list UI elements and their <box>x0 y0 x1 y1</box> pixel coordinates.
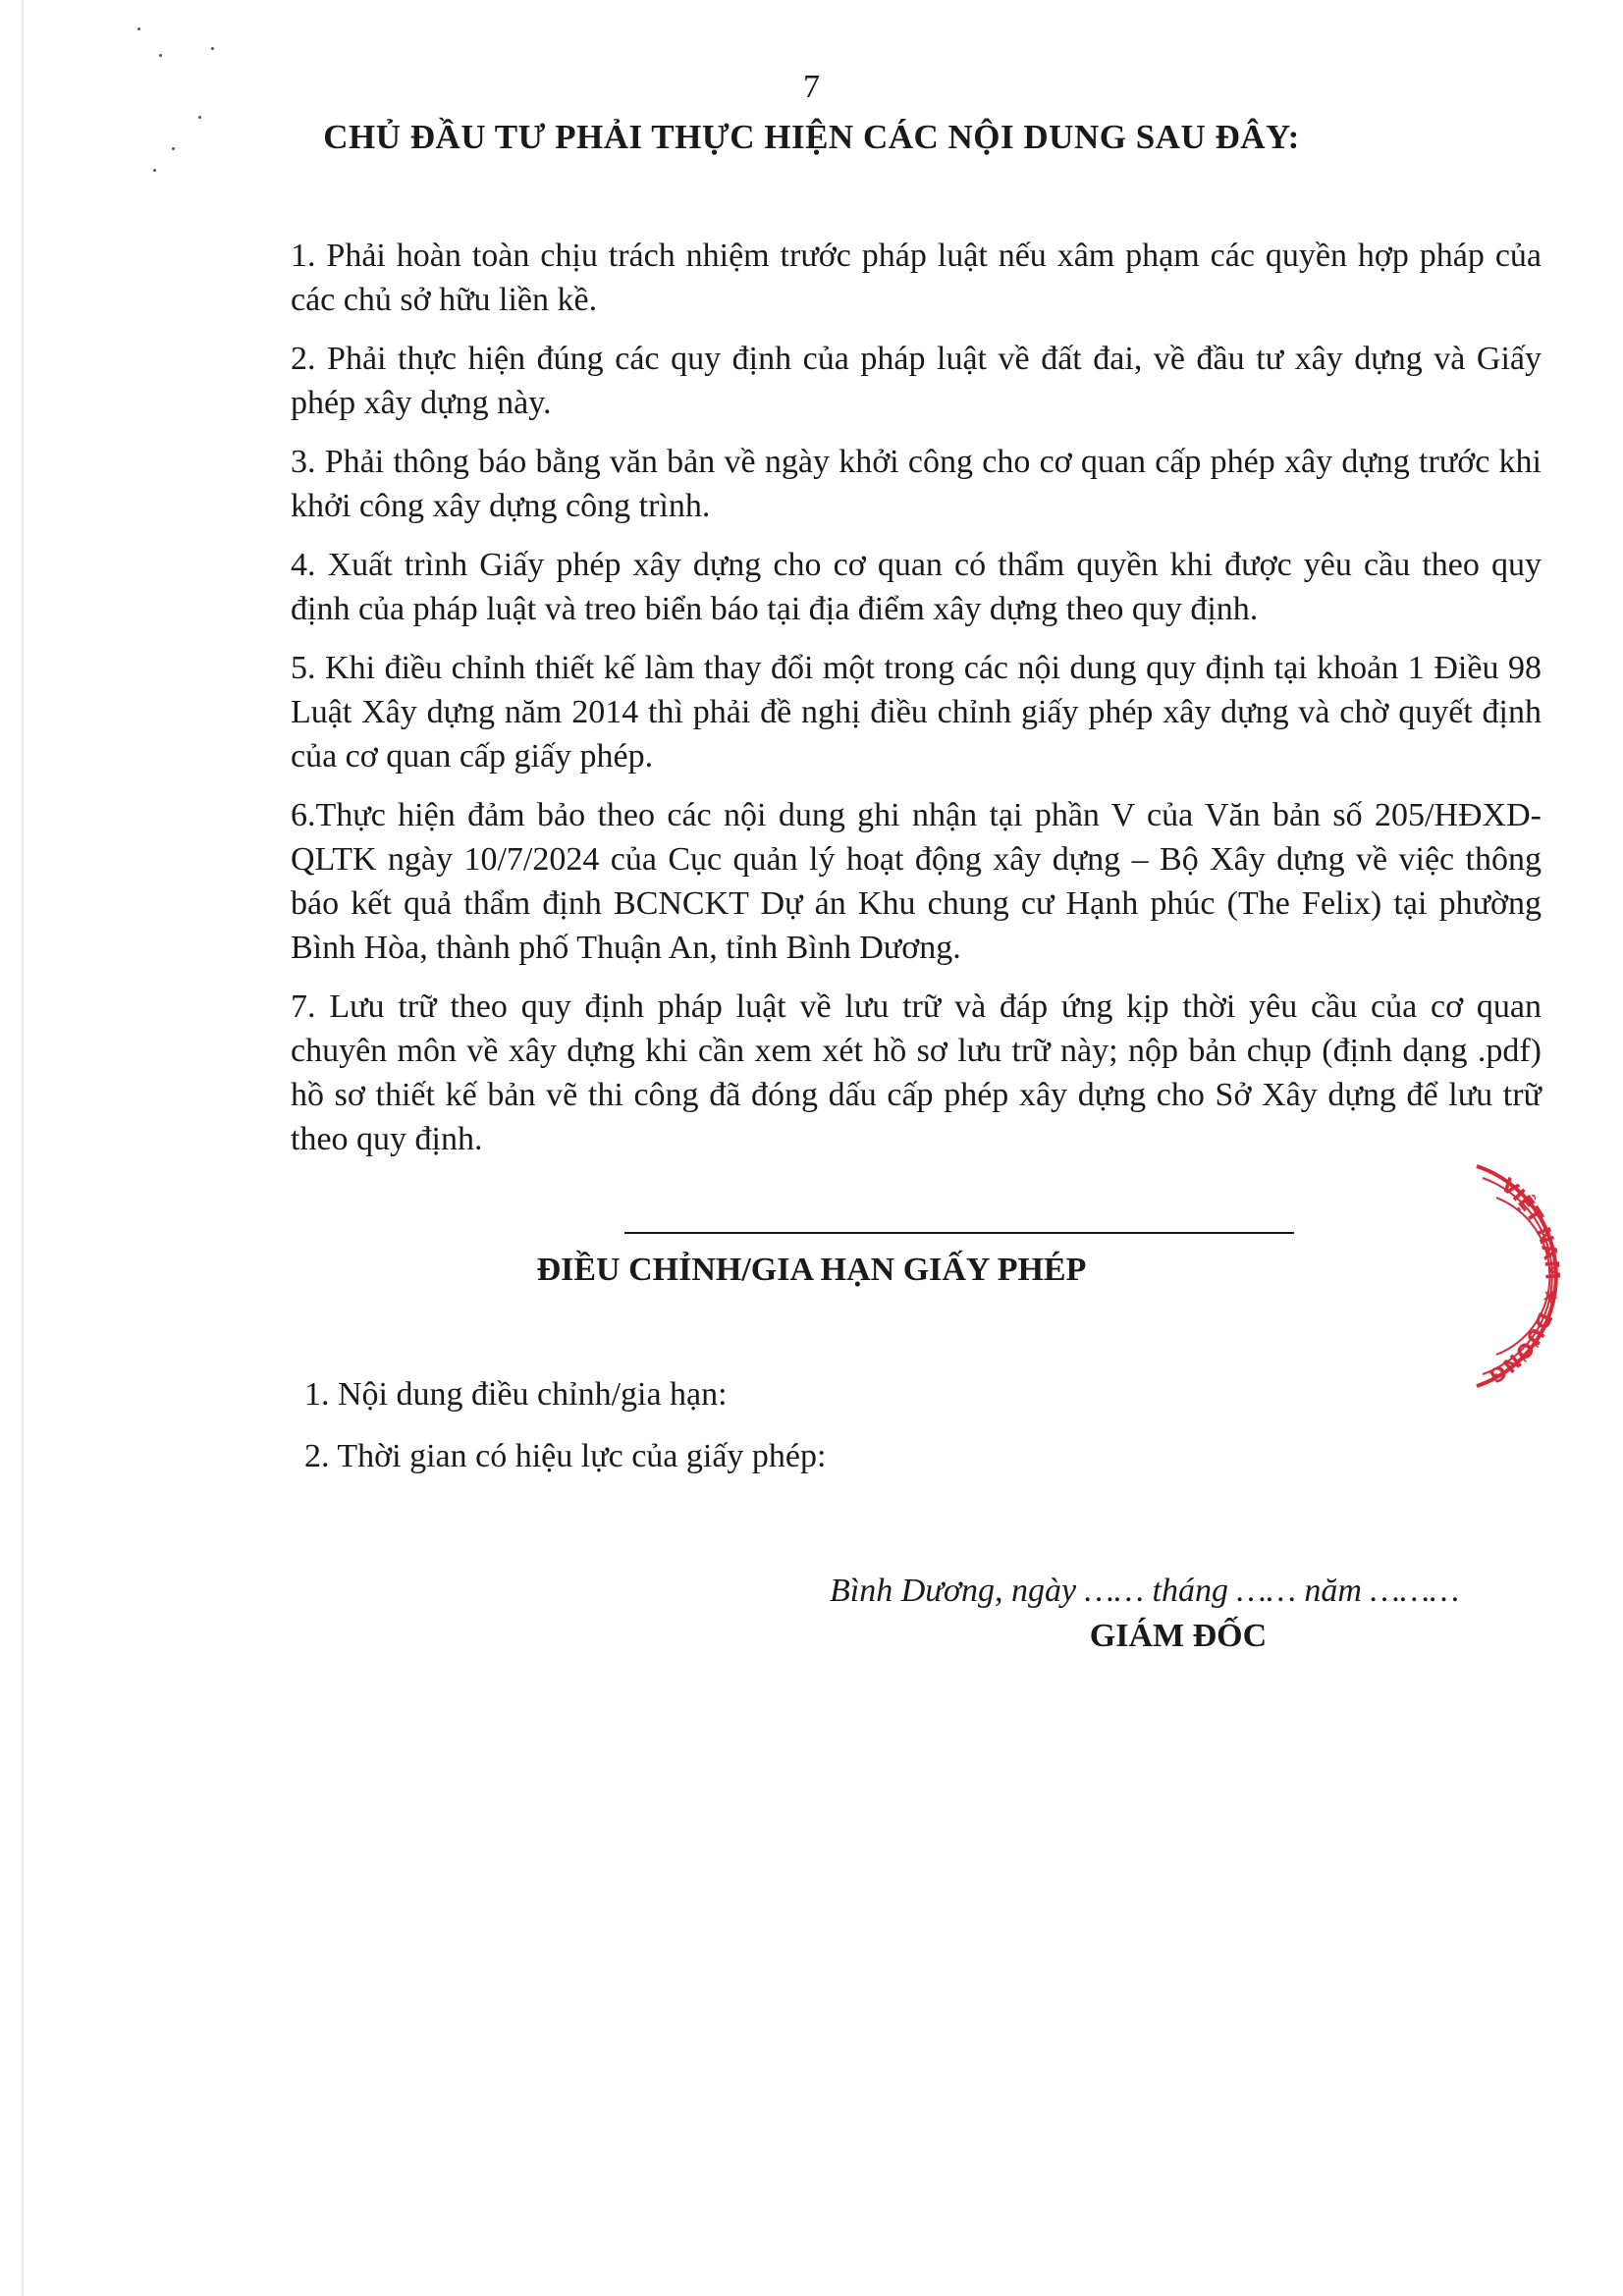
obligation-item: 6.Thực hiện đảm bảo theo các nội dung ghi nhận tại phần V của Văn bản số 205/HĐXD-QLTK ngày 10/7/2024 của Cục quản lý hoạt động xây dựng – Bộ Xây dựng về việc thông báo kết quả thẩm định BCNCKT Dự án Khu chung cư Hạnh phúc (The Felix) tại phường Bình Hòa, thành phố Thuận An, tỉnh Bình Dương. <box>291 797 1542 966</box>
scan-speck <box>159 54 162 57</box>
place-date-line: Bình Dương, ngày …… tháng …… năm ……… <box>830 1573 1460 1609</box>
page-number: 7 <box>803 69 820 105</box>
obligation-item: 7. Lưu trữ theo quy định pháp luật về lưu trữ và đáp ứng kịp thời yêu cầu của cơ quan chuyên môn về xây dựng khi cần xem xét hồ sơ lưu trữ này; nộp bản chụp (định dạng .pdf) hồ sơ thiết kế bản vẽ thi công đã đóng dấu cấp phép xây dựng cho Sở Xây dựng để lưu trữ theo quy định. <box>291 988 1542 1157</box>
obligation-item: 5. Khi điều chỉnh thiết kế làm thay đổi một trong các nội dung quy định tại khoản 1 Điều 98 Luật Xây dựng năm 2014 thì phải đề nghị điều chỉnh giấy phép xây dựng và chờ quyết định của cơ quan cấp giấy phép. <box>291 650 1542 774</box>
section-divider <box>624 1232 1294 1234</box>
scan-speck <box>153 169 156 172</box>
svg-text:VIỆT NAM ★ DƯƠNG <box>1485 1173 1564 1388</box>
obligation-item: 2. Phải thực hiện đúng các quy định của pháp luật về đất đai, về đầu tư xây dựng và Giấy phép xây dựng này. <box>291 341 1542 421</box>
obligation-item: 1. Phải hoàn toàn chịu trách nhiệm trước pháp luật nếu xâm phạm các quyền hợp pháp của các chủ sở hữu liền kề. <box>291 238 1542 318</box>
adjustment-heading: ĐIỀU CHỈNH/GIA HẠN GIẤY PHÉP <box>536 1252 1087 1288</box>
scan-speck <box>211 47 214 50</box>
validity-period-field: 2. Thời gian có hiệu lực của giấy phép: <box>304 1438 827 1474</box>
seal-text: VIỆT NAM ★ DƯƠNG <box>1485 1173 1565 1388</box>
obligation-item: 4. Xuất trình Giấy phép xây dựng cho cơ quan có thẩm quyền khi được yêu cầu theo quy định của pháp luật và treo biển báo tại địa điểm xây dựng theo quy định. <box>291 547 1542 627</box>
signer-title: GIÁM ĐỐC <box>1089 1618 1268 1654</box>
red-seal-stamp-icon <box>1473 1158 1610 1394</box>
obligations-heading: CHỦ ĐẦU TƯ PHẢI THỰC HIỆN CÁC NỘI DUNG SAU ĐÂY: <box>323 118 1300 156</box>
adjustment-content-field: 1. Nội dung điều chỉnh/gia hạn: <box>304 1376 728 1413</box>
obligations-list <box>291 234 1542 1176</box>
scan-speck <box>137 27 140 30</box>
scan-margin-line <box>22 0 24 2296</box>
obligation-item: 3. Phải thông báo bằng văn bản về ngày khởi công cho cơ quan cấp phép xây dựng trước khi khởi công xây dựng công trình. <box>291 444 1542 524</box>
